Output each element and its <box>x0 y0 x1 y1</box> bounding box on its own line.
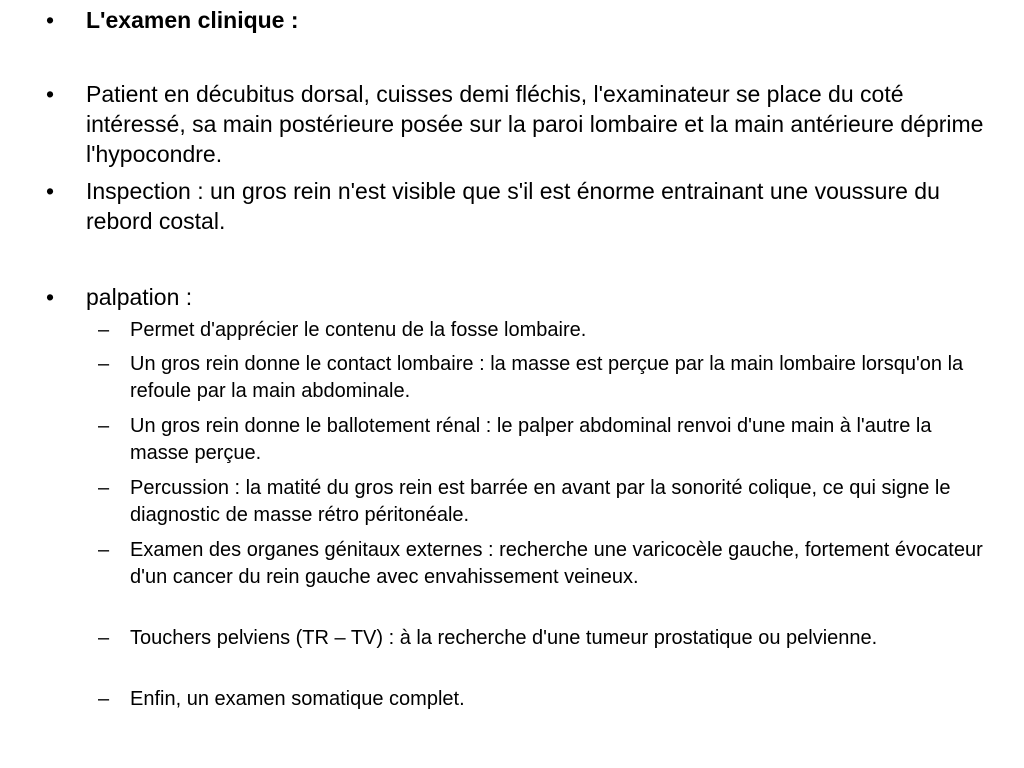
bullet-text: Inspection : un gros rein n'est visible que s'il est énorme entrainant une voussure du rebord costal. <box>86 178 940 234</box>
sub-item-text: Touchers pelviens (TR – TV) : à la recherche d'une tumeur prostatique ou pelvienne. <box>130 627 878 649</box>
sub-item-text: Permet d'apprécier le contenu de la fosse lombaire. <box>130 319 587 341</box>
sub-item-text: Un gros rein donne le ballotement rénal : le palper abdominal renvoi d'une main à l'autre la masse perçue. <box>130 415 932 464</box>
bullet-item-inspection <box>46 176 986 236</box>
section-heading: L'examen clinique : <box>86 7 299 33</box>
dash-marker: – <box>98 415 110 437</box>
bullet-text: palpation : <box>86 284 193 310</box>
bullet-marker: • <box>46 178 55 204</box>
sub-item <box>98 413 990 467</box>
bullet-title <box>46 5 986 35</box>
sub-item-text: Enfin, un examen somatique complet. <box>130 688 465 710</box>
dash-marker: – <box>98 353 110 375</box>
sub-item-text: Percussion : la matité du gros rein est barrée en avant par la sonorité colique, ce qui signe le diagnostic de masse rétro péritonéale. <box>130 477 951 526</box>
bullet-marker: • <box>46 81 55 107</box>
sub-item <box>98 537 990 591</box>
sub-item <box>98 625 990 652</box>
dash-marker: – <box>98 688 110 710</box>
sub-item <box>98 475 990 529</box>
sub-item-text: Examen des organes génitaux externes : recherche une varicocèle gauche, fortement évocateur d'un cancer du rein gauche avec envahissement veineux. <box>130 539 983 588</box>
dash-marker: – <box>98 477 110 499</box>
sub-item-text: Un gros rein donne le contact lombaire : la masse est perçue par la main lombaire lorsqu'on la refoule par la main abdominale. <box>130 353 964 402</box>
sub-item <box>98 351 990 405</box>
bullet-marker: • <box>46 7 55 33</box>
sub-item <box>98 317 990 344</box>
sub-item <box>98 686 990 713</box>
bullet-item-position <box>46 79 986 169</box>
dash-marker: – <box>98 319 110 341</box>
bullet-marker: • <box>46 284 55 310</box>
bullet-text: Patient en décubitus dorsal, cuisses demi fléchis, l'examinateur se place du coté intéressé, sa main postérieure posée sur la paroi lombaire et la main antérieure déprime l'hypocondre. <box>86 81 984 167</box>
dash-marker: – <box>98 539 110 561</box>
bullet-item-palpation <box>46 282 986 312</box>
dash-marker: – <box>98 627 110 649</box>
